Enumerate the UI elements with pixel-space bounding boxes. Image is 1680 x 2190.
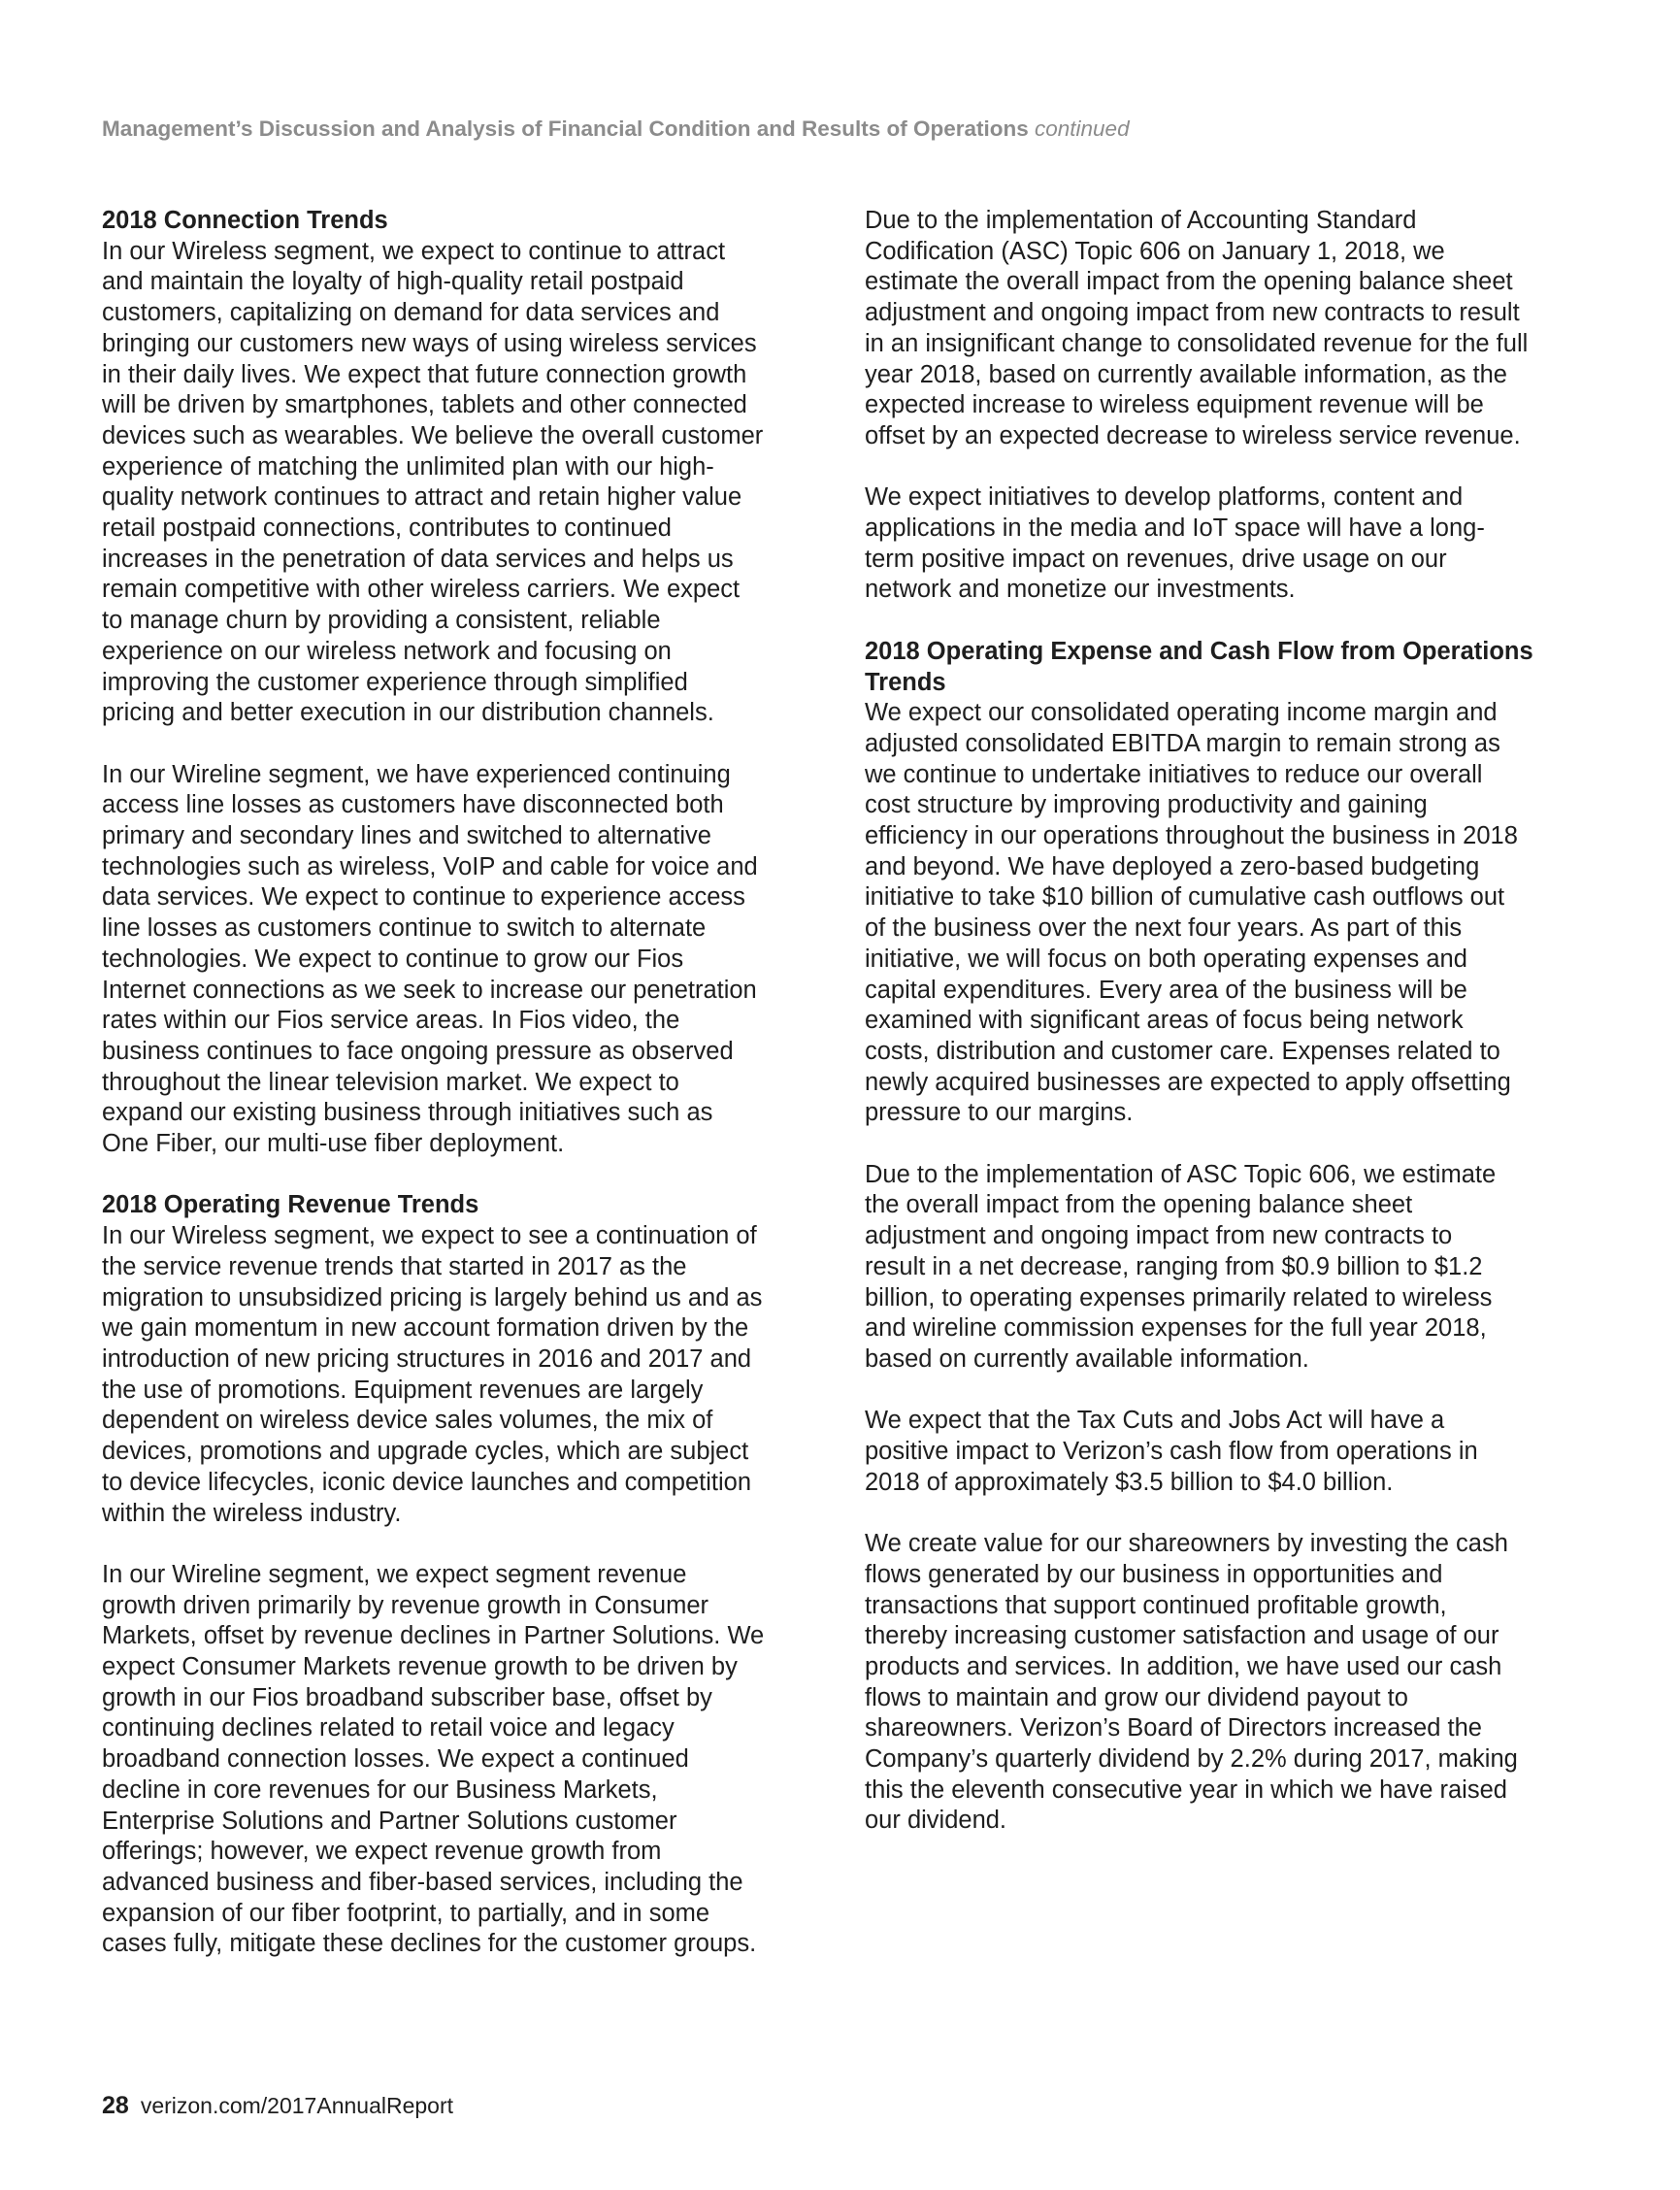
text-line: remain competitive with other wireless carriers. We expect [102, 576, 741, 604]
text-line: growth in our Fios broadband subscriber base, offset by [102, 1683, 712, 1711]
text-line: decline in core revenues for our Business Markets, [102, 1775, 658, 1804]
text-line: adjusted consolidated EBITDA margin to remain strong as [865, 729, 1500, 757]
text-line: initiative to take $10 billion of cumulative cash outflows out [865, 883, 1505, 912]
paragraph [865, 1160, 1602, 1376]
text-line: improving the customer experience through simplified [102, 668, 688, 696]
text-line: experience of matching the unlimited plan with our high- [102, 452, 714, 481]
text-line: the service revenue trends that started in 2017 as the [102, 1252, 687, 1280]
text-line: to manage churn by providing a consistent, reliable [102, 607, 661, 635]
text-line: in an insignificant change to consolidated revenue for the full [865, 329, 1529, 357]
text-line: continuing declines related to retail voice and legacy [102, 1714, 675, 1742]
text-line: billion, to operating expenses primarily related to wireless [865, 1283, 1493, 1311]
text-line: positive impact to Verizon’s cash flow from operations in [865, 1438, 1478, 1466]
right-column [865, 206, 1602, 1868]
page-number: 28 [102, 2092, 129, 2119]
text-line: migration to unsubsidized pricing is largely behind us and as [102, 1283, 763, 1311]
text-line: introduction of new pricing structures in 2016 and 2017 and [102, 1344, 752, 1373]
text-line: broadband connection losses. We expect a continued [102, 1745, 689, 1774]
text-line: throughout the linear television market. We expect to [102, 1068, 679, 1096]
text-line: Enterprise Solutions and Partner Solutions customer [102, 1807, 677, 1835]
text-line: line losses as customers continue to switch to alternate [102, 914, 707, 943]
text-line: One Fiber, our multi-use fiber deployment. [102, 1130, 565, 1158]
paragraph [102, 1221, 869, 1529]
text-line: business continues to face ongoing pressure as observed [102, 1037, 734, 1065]
text-line: capital expenditures. Every area of the business will be [865, 976, 1467, 1004]
text-line: cases fully, mitigate these declines for the customer groups. [102, 1930, 757, 1958]
paragraph [102, 760, 869, 1160]
text-line: costs, distribution and customer care. Expenses related to [865, 1037, 1500, 1065]
text-line: quality network continues to attract and retain higher value [102, 483, 742, 512]
paragraph [102, 1560, 869, 1960]
text-line: We expect initiatives to develop platforms, content and [865, 483, 1464, 512]
text-line: We expect our consolidated operating income margin and [865, 699, 1498, 727]
text-line: Markets, offset by revenue declines in Partner Solutions. We [102, 1622, 765, 1650]
text-line: to device lifecycles, iconic device launches and competition [102, 1468, 752, 1496]
text-line: examined with significant areas of focus being network [865, 1007, 1464, 1035]
text-line: offerings; however, we expect revenue growth from [102, 1838, 662, 1866]
text-line: term positive impact on revenues, drive usage on our [865, 545, 1447, 573]
section-connection-trends [102, 206, 869, 1160]
text-line: Due to the implementation of ASC Topic 606, we estimate [865, 1160, 1497, 1188]
text-line: devices, promotions and upgrade cycles, which are subject [102, 1438, 749, 1466]
page-footer [102, 2092, 453, 2120]
text-line: In our Wireless segment, we expect to continue to attract [102, 237, 726, 265]
paragraph [865, 1529, 1602, 1837]
text-line: customers, capitalizing on demand for data services and [102, 299, 720, 327]
text-line: devices such as wearables. We believe the overall customer [102, 421, 764, 449]
text-line: transactions that support continued profitable growth, [865, 1591, 1447, 1619]
text-line: based on currently available information. [865, 1344, 1309, 1373]
text-line: we gain momentum in new account formation driven by the [102, 1314, 749, 1343]
text-line: estimate the overall impact from the opening balance sheet [865, 268, 1513, 296]
heading-connection-trends: 2018 Connection Trends [102, 207, 388, 234]
paragraph [865, 698, 1602, 1129]
paragraph [865, 206, 1602, 452]
heading-line: Trends [865, 668, 946, 696]
left-column [102, 206, 869, 1991]
text-line: In our Wireline segment, we have experienced continuing [102, 760, 731, 788]
text-line: our dividend. [865, 1807, 1007, 1835]
section-expense-trends [865, 637, 1602, 1837]
text-line: increases in the penetration of data services and helps us [102, 545, 734, 573]
text-line: in their daily lives. We expect that future connection growth [102, 360, 747, 388]
section-revenue-trends [102, 1190, 869, 1960]
text-line: offset by an expected decrease to wireless service revenue. [865, 421, 1521, 449]
text-line: the use of promotions. Equipment revenues are largely [102, 1376, 704, 1404]
running-header-continued: continued [1035, 116, 1130, 141]
heading-expense-trends [865, 637, 1602, 698]
text-line: pressure to our margins. [865, 1099, 1134, 1127]
text-line: technologies. We expect to continue to grow our Fios [102, 945, 684, 973]
text-line: Company’s quarterly dividend by 2.2% during 2017, making [865, 1745, 1518, 1774]
text-line: result in a net decrease, ranging from $0.9 billion to $1.2 [865, 1252, 1483, 1280]
paragraph [102, 237, 869, 729]
text-line: 2018 of approximately $3.5 billion to $4.0 billion. [865, 1468, 1394, 1496]
paragraph [865, 1406, 1602, 1498]
running-header-title: Management’s Discussion and Analysis of Financial Condition and Results of Operations [102, 116, 1029, 141]
text-line: expansion of our fiber footprint, to partially, and in some [102, 1899, 710, 1927]
text-line: We expect that the Tax Cuts and Jobs Act will have a [865, 1407, 1445, 1435]
text-line: efficiency in our operations throughout the business in 2018 [865, 822, 1518, 850]
text-line: newly acquired businesses are expected to apply offsetting [865, 1068, 1511, 1096]
text-line: year 2018, based on currently available information, as the [865, 360, 1507, 388]
text-line: Internet connections as we seek to increase our penetration [102, 976, 757, 1004]
text-line: We create value for our shareowners by investing the cash [865, 1530, 1508, 1558]
text-line: retail postpaid connections, contributes to continued [102, 514, 672, 543]
text-line: and wireline commission expenses for the full year 2018, [865, 1314, 1487, 1343]
text-line: we continue to undertake initiatives to reduce our overall [865, 760, 1483, 788]
text-line: flows generated by our business in opportunities and [865, 1560, 1443, 1588]
text-line: expect Consumer Markets revenue growth to be driven by [102, 1653, 738, 1680]
text-line: In our Wireless segment, we expect to see a continuation of [102, 1222, 757, 1250]
text-line: dependent on wireless device sales volumes, the mix of [102, 1407, 713, 1435]
text-line: adjustment and ongoing impact from new contracts to result [865, 299, 1520, 327]
text-line: cost structure by improving productivity and gaining [865, 791, 1428, 819]
running-header [102, 116, 1130, 142]
text-line: will be driven by smartphones, tablets and other connected [102, 391, 747, 419]
text-line: flows to maintain and grow our dividend payout to [865, 1683, 1408, 1711]
text-line: within the wireless industry. [102, 1499, 402, 1527]
text-line: applications in the media and IoT space will have a long- [865, 514, 1485, 543]
text-line: pricing and better execution in our distribution channels. [102, 699, 714, 727]
text-line: access line losses as customers have disconnected both [102, 791, 724, 819]
text-line: Due to the implementation of Accounting Standard [865, 207, 1417, 234]
text-line: of the business over the next four years. As part of this [865, 914, 1463, 943]
text-line: network and monetize our investments. [865, 576, 1296, 604]
text-line: expand our existing business through initiatives such as [102, 1099, 713, 1127]
text-line: this the eleventh consecutive year in which we have raised [865, 1775, 1507, 1804]
footer-url: verizon.com/2017AnnualReport [140, 2093, 454, 2118]
paragraph [865, 482, 1602, 606]
text-line: rates within our Fios service areas. In Fios video, the [102, 1007, 680, 1035]
heading-line: 2018 Operating Expense and Cash Flow from Operations [865, 637, 1533, 665]
text-line: shareowners. Verizon’s Board of Directors increased the [865, 1714, 1482, 1742]
text-line: the overall impact from the opening balance sheet [865, 1191, 1413, 1219]
section-asc-606-revenue [865, 206, 1602, 606]
text-line: initiative, we will focus on both operating expenses and [865, 945, 1467, 973]
text-line: technologies such as wireless, VoIP and cable for voice and [102, 852, 758, 880]
text-line: Codification (ASC) Topic 606 on January 1, 2018, we [865, 237, 1445, 265]
text-line: and beyond. We have deployed a zero-based budgeting [865, 852, 1480, 880]
text-line: primary and secondary lines and switched to alternative [102, 822, 711, 850]
text-line: and maintain the loyalty of high-quality retail postpaid [102, 268, 684, 296]
text-line: expected increase to wireless equipment revenue will be [865, 391, 1484, 419]
heading-revenue-trends: 2018 Operating Revenue Trends [102, 1191, 479, 1219]
text-line: advanced business and fiber-based services, including the [102, 1868, 743, 1896]
text-line: In our Wireline segment, we expect segment revenue [102, 1560, 687, 1588]
text-line: bringing our customers new ways of using wireless services [102, 329, 757, 357]
text-line: data services. We expect to continue to experience access [102, 883, 745, 912]
text-line: products and services. In addition, we have used our cash [865, 1652, 1502, 1680]
text-line: experience on our wireless network and focusing on [102, 637, 672, 665]
text-line: growth driven primarily by revenue growth in Consumer [102, 1591, 709, 1619]
text-line: thereby increasing customer satisfaction and usage of our [865, 1622, 1499, 1650]
text-line: adjustment and ongoing impact from new contracts to [865, 1222, 1453, 1250]
